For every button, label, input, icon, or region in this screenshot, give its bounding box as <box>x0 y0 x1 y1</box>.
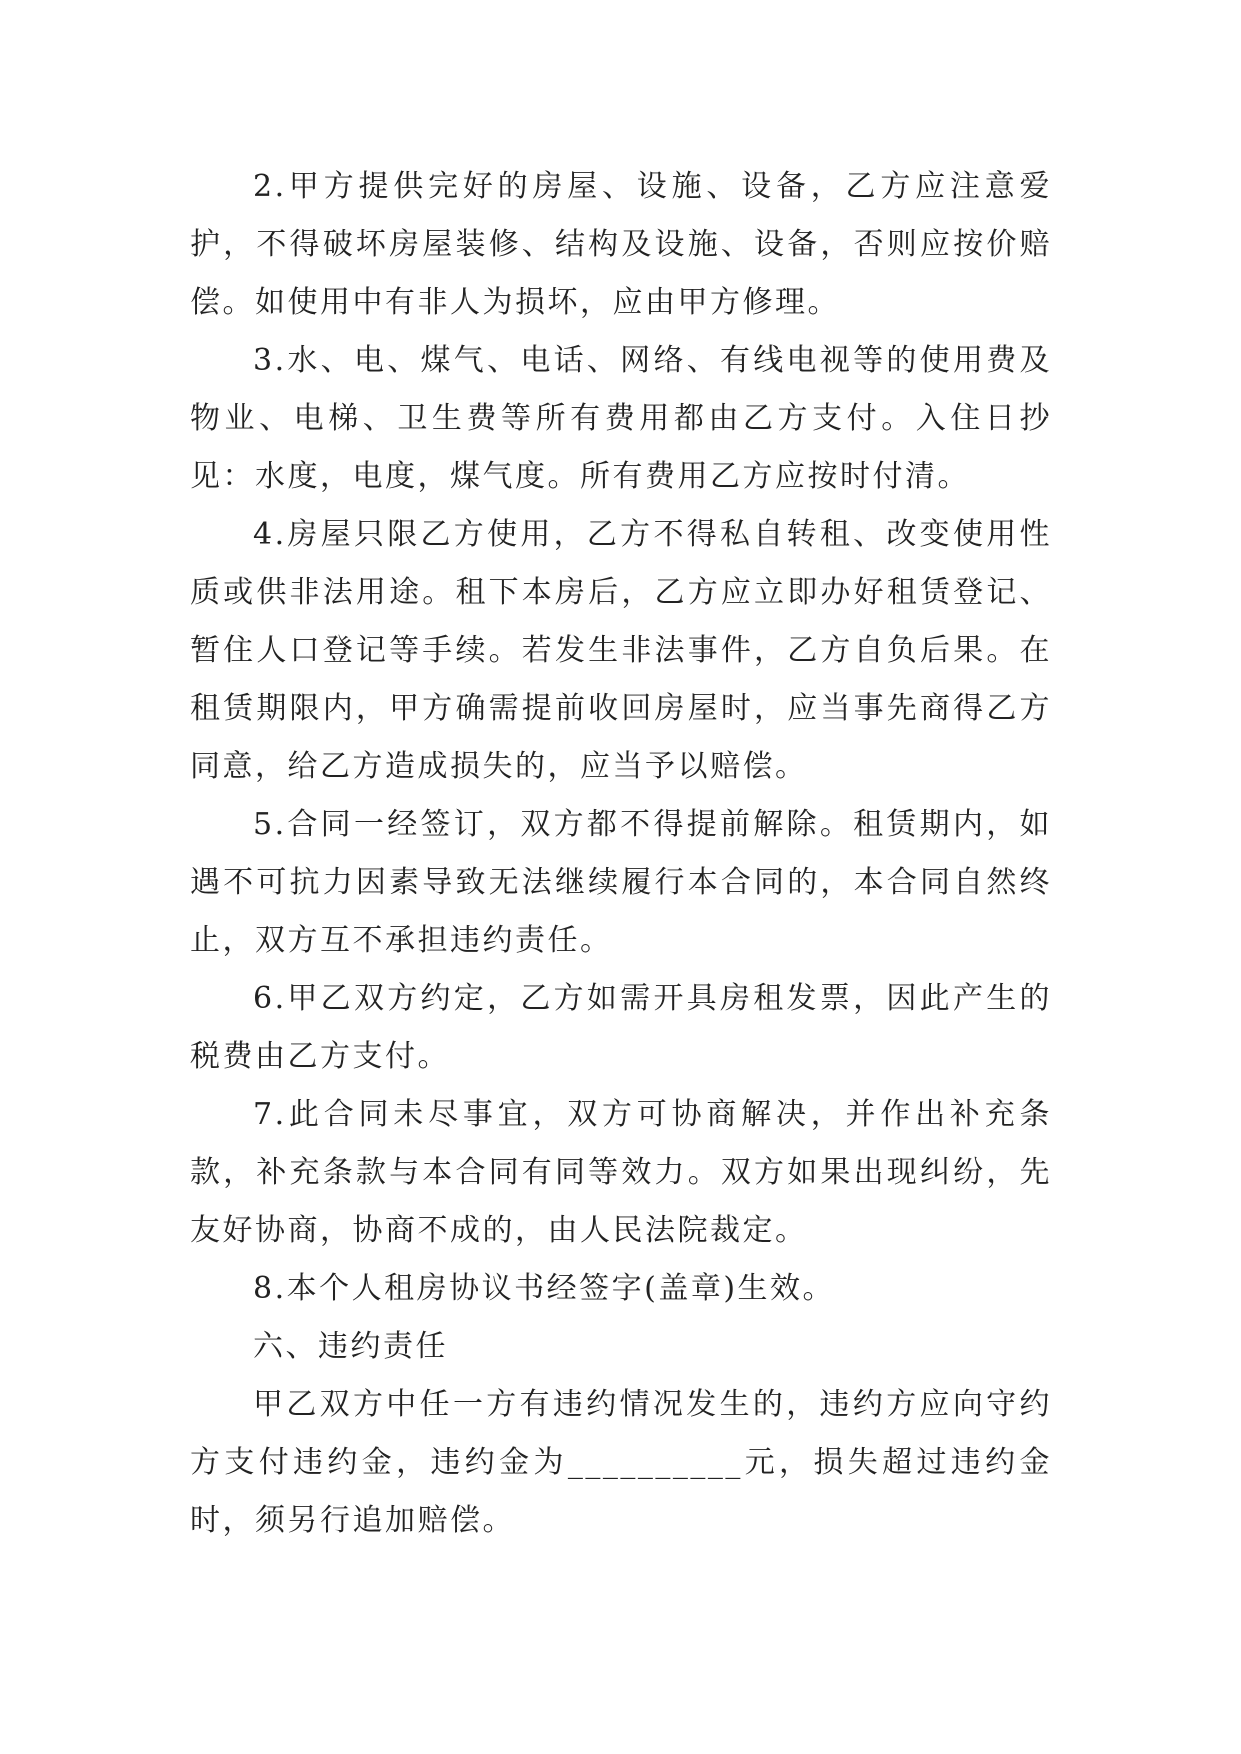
clause-7-paragraph: 7.此合同未尽事宜，双方可协商解决，并作出补充条款，补充条款与本合同有同等效力。双方如果出现纠纷，先友好协商，协商不成的，由人民法院裁定。 <box>190 1097 1052 1248</box>
clause-4-paragraph: 4.房屋只限乙方使用，乙方不得私自转租、改变使用性质或供非法用途。租下本房后，乙方应立即办好租赁登记、暂住人口登记等手续。若发生非法事件，乙方自负后果。在租赁期限内，甲方确需提前收回房屋时，应当事先商得乙方同意，给乙方造成损失的，应当予以赔偿。 <box>190 517 1052 784</box>
clause-6-paragraph: 6.甲乙双方约定，乙方如需开具房租发票，因此产生的税费由乙方支付。 <box>190 981 1052 1074</box>
clause-5-paragraph: 5.合同一经签订，双方都不得提前解除。租赁期内，如遇不可抗力因素导致无法继续履行本合同的，本合同自然终止，双方互不承担违约责任。 <box>190 807 1052 958</box>
clause-8-paragraph: 8.本个人租房协议书经签字(盖章)生效。 <box>253 1271 836 1306</box>
clause-3-paragraph: 3.水、电、煤气、电话、网络、有线电视等的使用费及物业、电梯、卫生费等所有费用都由乙方支付。入住日抄见：水度，电度，煤气度。所有费用乙方应按时付清。 <box>190 343 1052 494</box>
document-body <box>190 158 1052 1550</box>
section-heading-breach: 六、违约责任 <box>253 1329 448 1364</box>
breach-liability-paragraph: 甲乙双方中任一方有违约情况发生的，违约方应向守约方支付违约金，违约金为__________元，损失超过违约金时，须另行追加赔偿。 <box>190 1387 1052 1538</box>
clause-2-paragraph: 2.甲方提供完好的房屋、设施、设备，乙方应注意爱护，不得破坏房屋装修、结构及设施、设备，否则应按价赔偿。如使用中有非人为损坏，应由甲方修理。 <box>190 169 1052 320</box>
